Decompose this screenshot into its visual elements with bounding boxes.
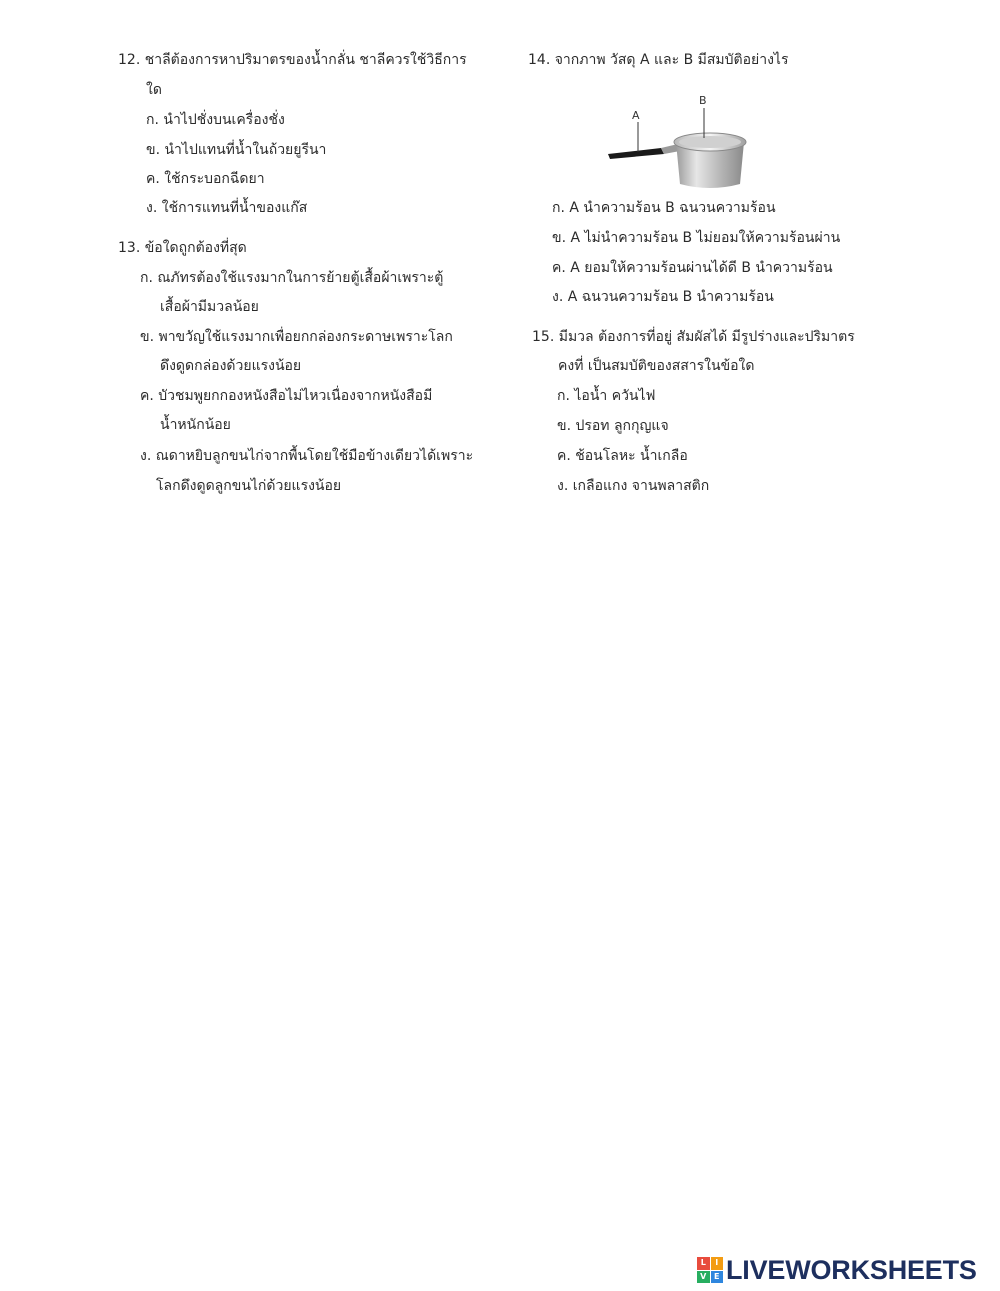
logo-cube: L: [697, 1257, 710, 1270]
q13-option-b[interactable]: ข. พาขวัญใช้แรงมากเพื่อยกกล่องกระดาษเพราะโลก: [140, 329, 453, 345]
q15-title-cont: คงที่ เป็นสมบัติของสสารในข้อใด: [558, 358, 755, 374]
q13-option-c-cont: น้ำหนักน้อย: [160, 417, 231, 433]
q13-option-c[interactable]: ค. บัวชมพูยกกองหนังสือไม่ไหวเนื่องจากหนังสือมี: [140, 388, 433, 404]
q13-option-d-cont: โลกดึงดูดลูกขนไก่ด้วยแรงน้อย: [156, 478, 342, 494]
q12-title: 12. ชาลีต้องการหาปริมาตรของน้ำกลั่น ชาลีควรใช้วิธีการ: [118, 52, 467, 68]
q15-option-a[interactable]: ก. ไอน้ำ ควันไฟ: [557, 388, 656, 404]
logo-cube: E: [711, 1271, 724, 1284]
liveworksheets-logo: [697, 1256, 977, 1284]
logo-cube: V: [697, 1271, 710, 1284]
q12-option-d[interactable]: ง. ใช้การแทนที่น้ำของแก๊ส: [146, 200, 308, 216]
q12-option-a[interactable]: ก. นำไปชั่งบนเครื่องชั่ง: [146, 112, 285, 128]
q14-title: 14. จากภาพ วัสดุ A และ B มีสมบัติอย่างไร: [528, 52, 789, 68]
q14-option-b[interactable]: ข. A ไม่นำความร้อน B ไม่ยอมให้ความร้อนผ่าน: [552, 230, 841, 246]
q13-option-a-cont: เสื้อผ้ามีมวลน้อย: [160, 299, 259, 315]
q15-option-c[interactable]: ค. ช้อนโลหะ น้ำเกลือ: [557, 448, 688, 464]
q14-option-a[interactable]: ก. A นำความร้อน B ฉนวนความร้อน: [552, 200, 776, 216]
label-b: B: [699, 94, 707, 107]
q12-option-b[interactable]: ข. นำไปแทนที่น้ำในถ้วยยูรีนา: [146, 142, 327, 158]
q15-option-b[interactable]: ข. ปรอท ลูกกุญแจ: [557, 418, 669, 434]
logo-cubes-icon: [697, 1257, 723, 1283]
logo-cube: I: [711, 1257, 724, 1270]
q13-option-b-cont: ดึงดูดกล่องด้วยแรงน้อย: [160, 358, 302, 374]
pan-handle: [608, 148, 664, 159]
q12-title-cont: ใด: [146, 82, 162, 98]
q14-option-c[interactable]: ค. A ยอมให้ความร้อนผ่านได้ดี B นำความร้อน: [552, 260, 833, 276]
logo-text: LIVEWORKSHEETS: [726, 1254, 977, 1285]
label-a: A: [632, 109, 640, 122]
q13-title: 13. ข้อใดถูกต้องที่สุด: [118, 240, 247, 256]
q12-option-c[interactable]: ค. ใช้กระบอกฉีดยา: [146, 171, 265, 187]
q14-option-d[interactable]: ง. A ฉนวนความร้อน B นำความร้อน: [552, 289, 774, 305]
q15-title: 15. มีมวล ต้องการที่อยู่ สัมผัสได้ มีรูปร่างและปริมาตร: [532, 329, 855, 345]
q15-option-d[interactable]: ง. เกลือแกง จานพลาสติก: [557, 478, 710, 494]
saucepan-image: [606, 92, 756, 192]
q13-option-d[interactable]: ง. ณดาหยิบลูกขนไก่จากพื้นโดยใช้มือข้างเดียวได้เพราะ: [140, 448, 474, 464]
q13-option-a[interactable]: ก. ณภัทรต้องใช้แรงมากในการย้ายตู้เสื้อผ้าเพราะตู้: [140, 270, 444, 286]
